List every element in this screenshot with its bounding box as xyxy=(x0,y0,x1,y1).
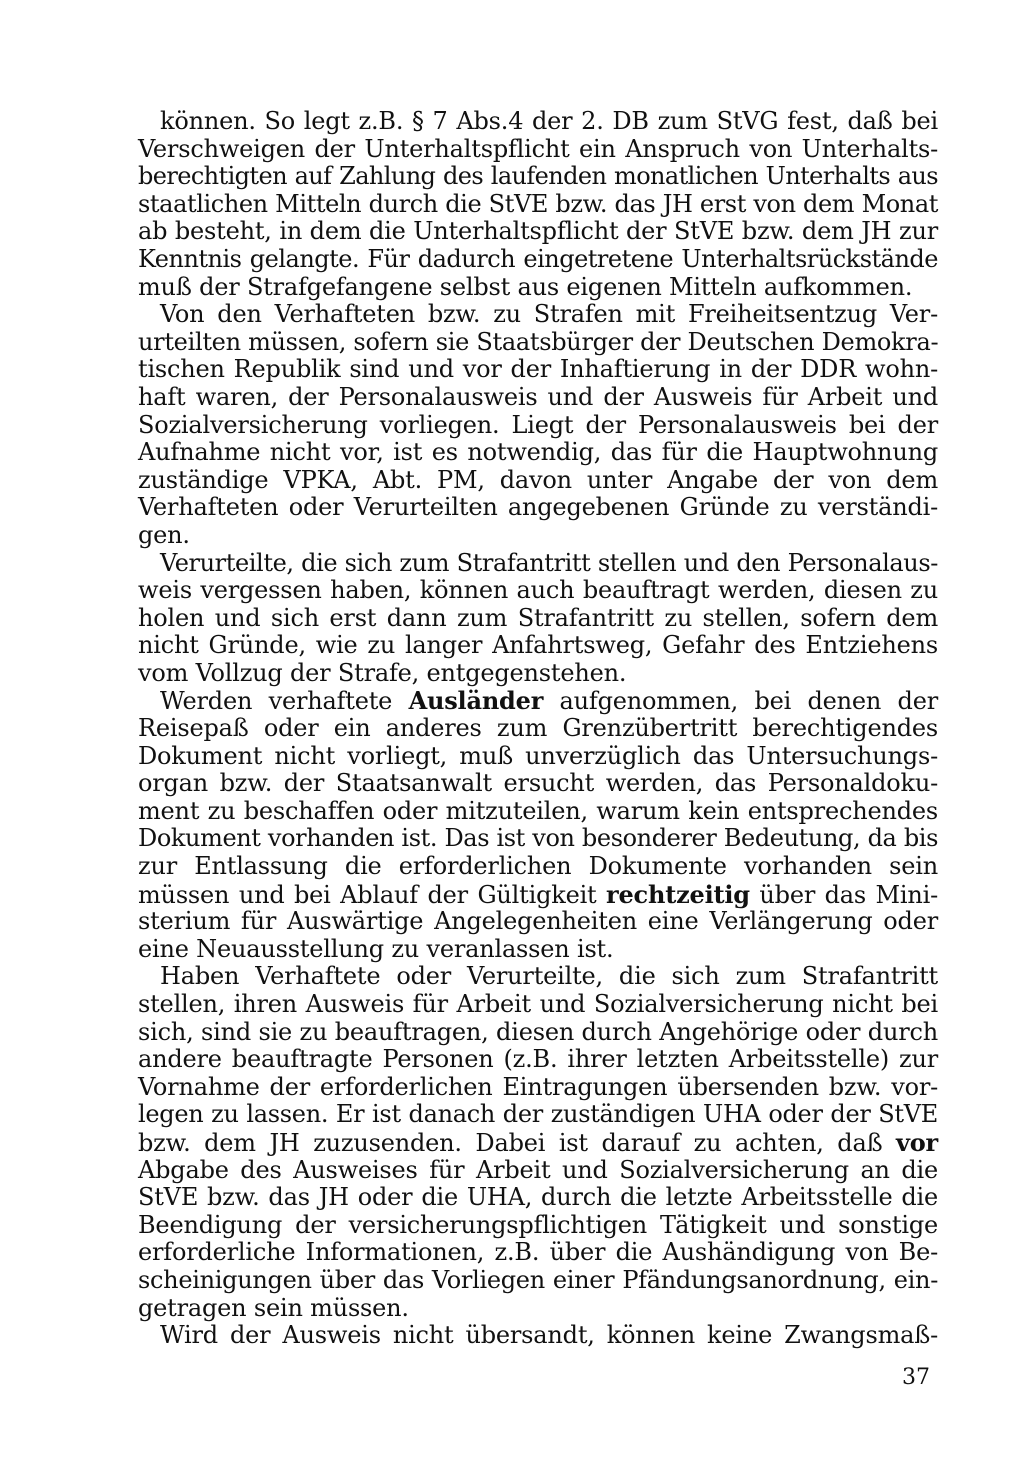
text-line: Verhafteten oder Verurteilten angegebenen Gründe zu verständi- xyxy=(138,493,938,522)
text-line: Haben Verhaftete oder Verurteilte, die sich zum Strafantritt xyxy=(160,962,938,991)
text-line: nicht Gründe, wie zu langer Anfahrtsweg, Gefahr des Entziehens xyxy=(138,631,938,660)
text-line: ment zu beschaffen oder mitzuteilen, warum kein entsprechendes xyxy=(138,796,938,825)
text-line: Abgabe des Ausweises für Arbeit und Sozialversicherung an die xyxy=(138,1155,938,1184)
text-run: Werden verhaftete xyxy=(160,687,409,716)
text-line: sterium für Auswärtige Angelegenheiten eine Verlängerung oder xyxy=(138,907,938,936)
text-line: Verurteilte, die sich zum Strafantritt stellen und den Personalaus- xyxy=(160,548,938,577)
paragraph xyxy=(138,687,938,963)
text-line: Kenntnis gelangte. Für dadurch eingetretene Unterhaltsrückstände xyxy=(138,244,938,273)
text-line: urteilten müssen, sofern sie Staatsbürger der Deutschen Demokra- xyxy=(138,327,939,356)
text-line: berechtigten auf Zahlung des laufenden monatlichen Unterhalts aus xyxy=(138,162,938,191)
text-line: Dokument vorhanden ist. Das ist von besonderer Bedeutung, da bis xyxy=(138,824,938,853)
text-line: andere beauftragte Personen (z.B. ihrer letzten Arbeitsstelle) zur xyxy=(138,1045,938,1074)
text-line: scheinigungen über das Vorliegen einer Pfändungsanordnung, ein- xyxy=(138,1265,938,1294)
paragraph xyxy=(138,963,938,1322)
text-line: holen und sich erst dann zum Strafantritt zu stellen, sofern dem xyxy=(138,603,938,632)
text-line: Beendigung der versicherungspflichtigen Tätigkeit und sonstige xyxy=(138,1210,938,1239)
text-line: eine Neuausstellung zu veranlassen ist. xyxy=(138,934,614,963)
text-line xyxy=(138,687,938,715)
text-run: aufgenommen, bei denen der xyxy=(543,687,938,716)
text-line: StVE bzw. das JH oder die UHA, durch die letzte Arbeitsstelle die xyxy=(138,1183,938,1212)
text-line: ab besteht, in dem die Unterhaltspflicht der StVE bzw. dem JH zur xyxy=(138,217,938,246)
text-line: Reisepaß oder ein anderes zum Grenzübertritt berechtigendes xyxy=(138,714,938,743)
text-line: sich, sind sie zu beauftragen, diesen durch Angehörige oder durch xyxy=(138,1017,938,1046)
text-line: zuständige VPKA, Abt. PM, davon unter Angabe der von dem xyxy=(138,465,938,494)
text-line: muß der Strafgefangene selbst aus eigenen Mitteln aufkommen. xyxy=(138,272,913,301)
text-line: legen zu lassen. Er ist danach der zuständigen UHA oder der StVE xyxy=(138,1100,938,1129)
text-line: haft waren, der Personalausweis und der Ausweis für Arbeit und xyxy=(138,382,938,411)
text-line: Von den Verhafteten bzw. zu Strafen mit Freiheitsentzug Ver- xyxy=(160,300,938,329)
emphasized-term: Ausländer xyxy=(408,686,544,716)
text-run: über das Mini- xyxy=(749,880,938,909)
text-line: erforderliche Informationen, z.B. über die Aushändigung von Be- xyxy=(138,1238,938,1267)
paragraph xyxy=(138,550,938,688)
text-line: staatlichen Mitteln durch die StVE bzw. das JH erst von dem Monat xyxy=(138,189,938,218)
text-line: stellen, ihren Ausweis für Arbeit und Sozialversicherung nicht bei xyxy=(138,990,938,1018)
text-line: Aufnahme nicht vor, ist es notwendig, das für die Hauptwohnung xyxy=(138,438,938,467)
paragraph xyxy=(138,1322,938,1350)
text-line: tischen Republik sind und vor der Inhaftierung in der DDR wohn- xyxy=(138,355,938,384)
text-line: organ bzw. der Staatsanwalt ersucht werden, das Personaldoku- xyxy=(138,769,938,798)
page-number: 37 xyxy=(902,1365,930,1390)
body-text xyxy=(138,108,938,1350)
text-line: zur Entlassung die erforderlichen Dokumente vorhanden sein xyxy=(138,852,938,881)
text-line: Wird der Ausweis nicht übersandt, können keine Zwangsmaß- xyxy=(160,1321,938,1350)
text-line: Sozialversicherung vorliegen. Liegt der Personalausweis bei der xyxy=(138,410,938,439)
text-line: getragen sein müssen. xyxy=(138,1293,409,1322)
paragraph xyxy=(138,108,938,301)
text-line: Verschweigen der Unterhaltspflicht ein Anspruch von Unterhalts- xyxy=(138,134,938,163)
text-line xyxy=(138,881,938,909)
text-line: gen. xyxy=(138,520,190,549)
text-line: vom Vollzug der Strafe, entgegenstehen. xyxy=(138,658,627,687)
paragraph xyxy=(138,301,938,549)
text-line: Dokument nicht vorliegt, muß unverzüglich das Untersuchungs- xyxy=(138,741,938,770)
text-line: Vornahme der erforderlichen Eintragungen übersenden bzw. vor- xyxy=(138,1072,938,1101)
text-line xyxy=(138,1129,938,1157)
text-run: bzw. dem JH zuzusenden. Dabei ist darauf zu achten, daß xyxy=(138,1128,896,1157)
text-run: müssen und bei Ablauf der Gültigkeit xyxy=(138,880,607,909)
text-line: können. So legt z.B. § 7 Abs.4 der 2. DB zum StVG fest, daß bei xyxy=(160,107,938,135)
text-line: weis vergessen haben, können auch beauftragt werden, diesen zu xyxy=(138,576,938,605)
emphasized-term: rechtzeitig xyxy=(606,879,750,909)
emphasized-term: vor xyxy=(896,1127,938,1157)
